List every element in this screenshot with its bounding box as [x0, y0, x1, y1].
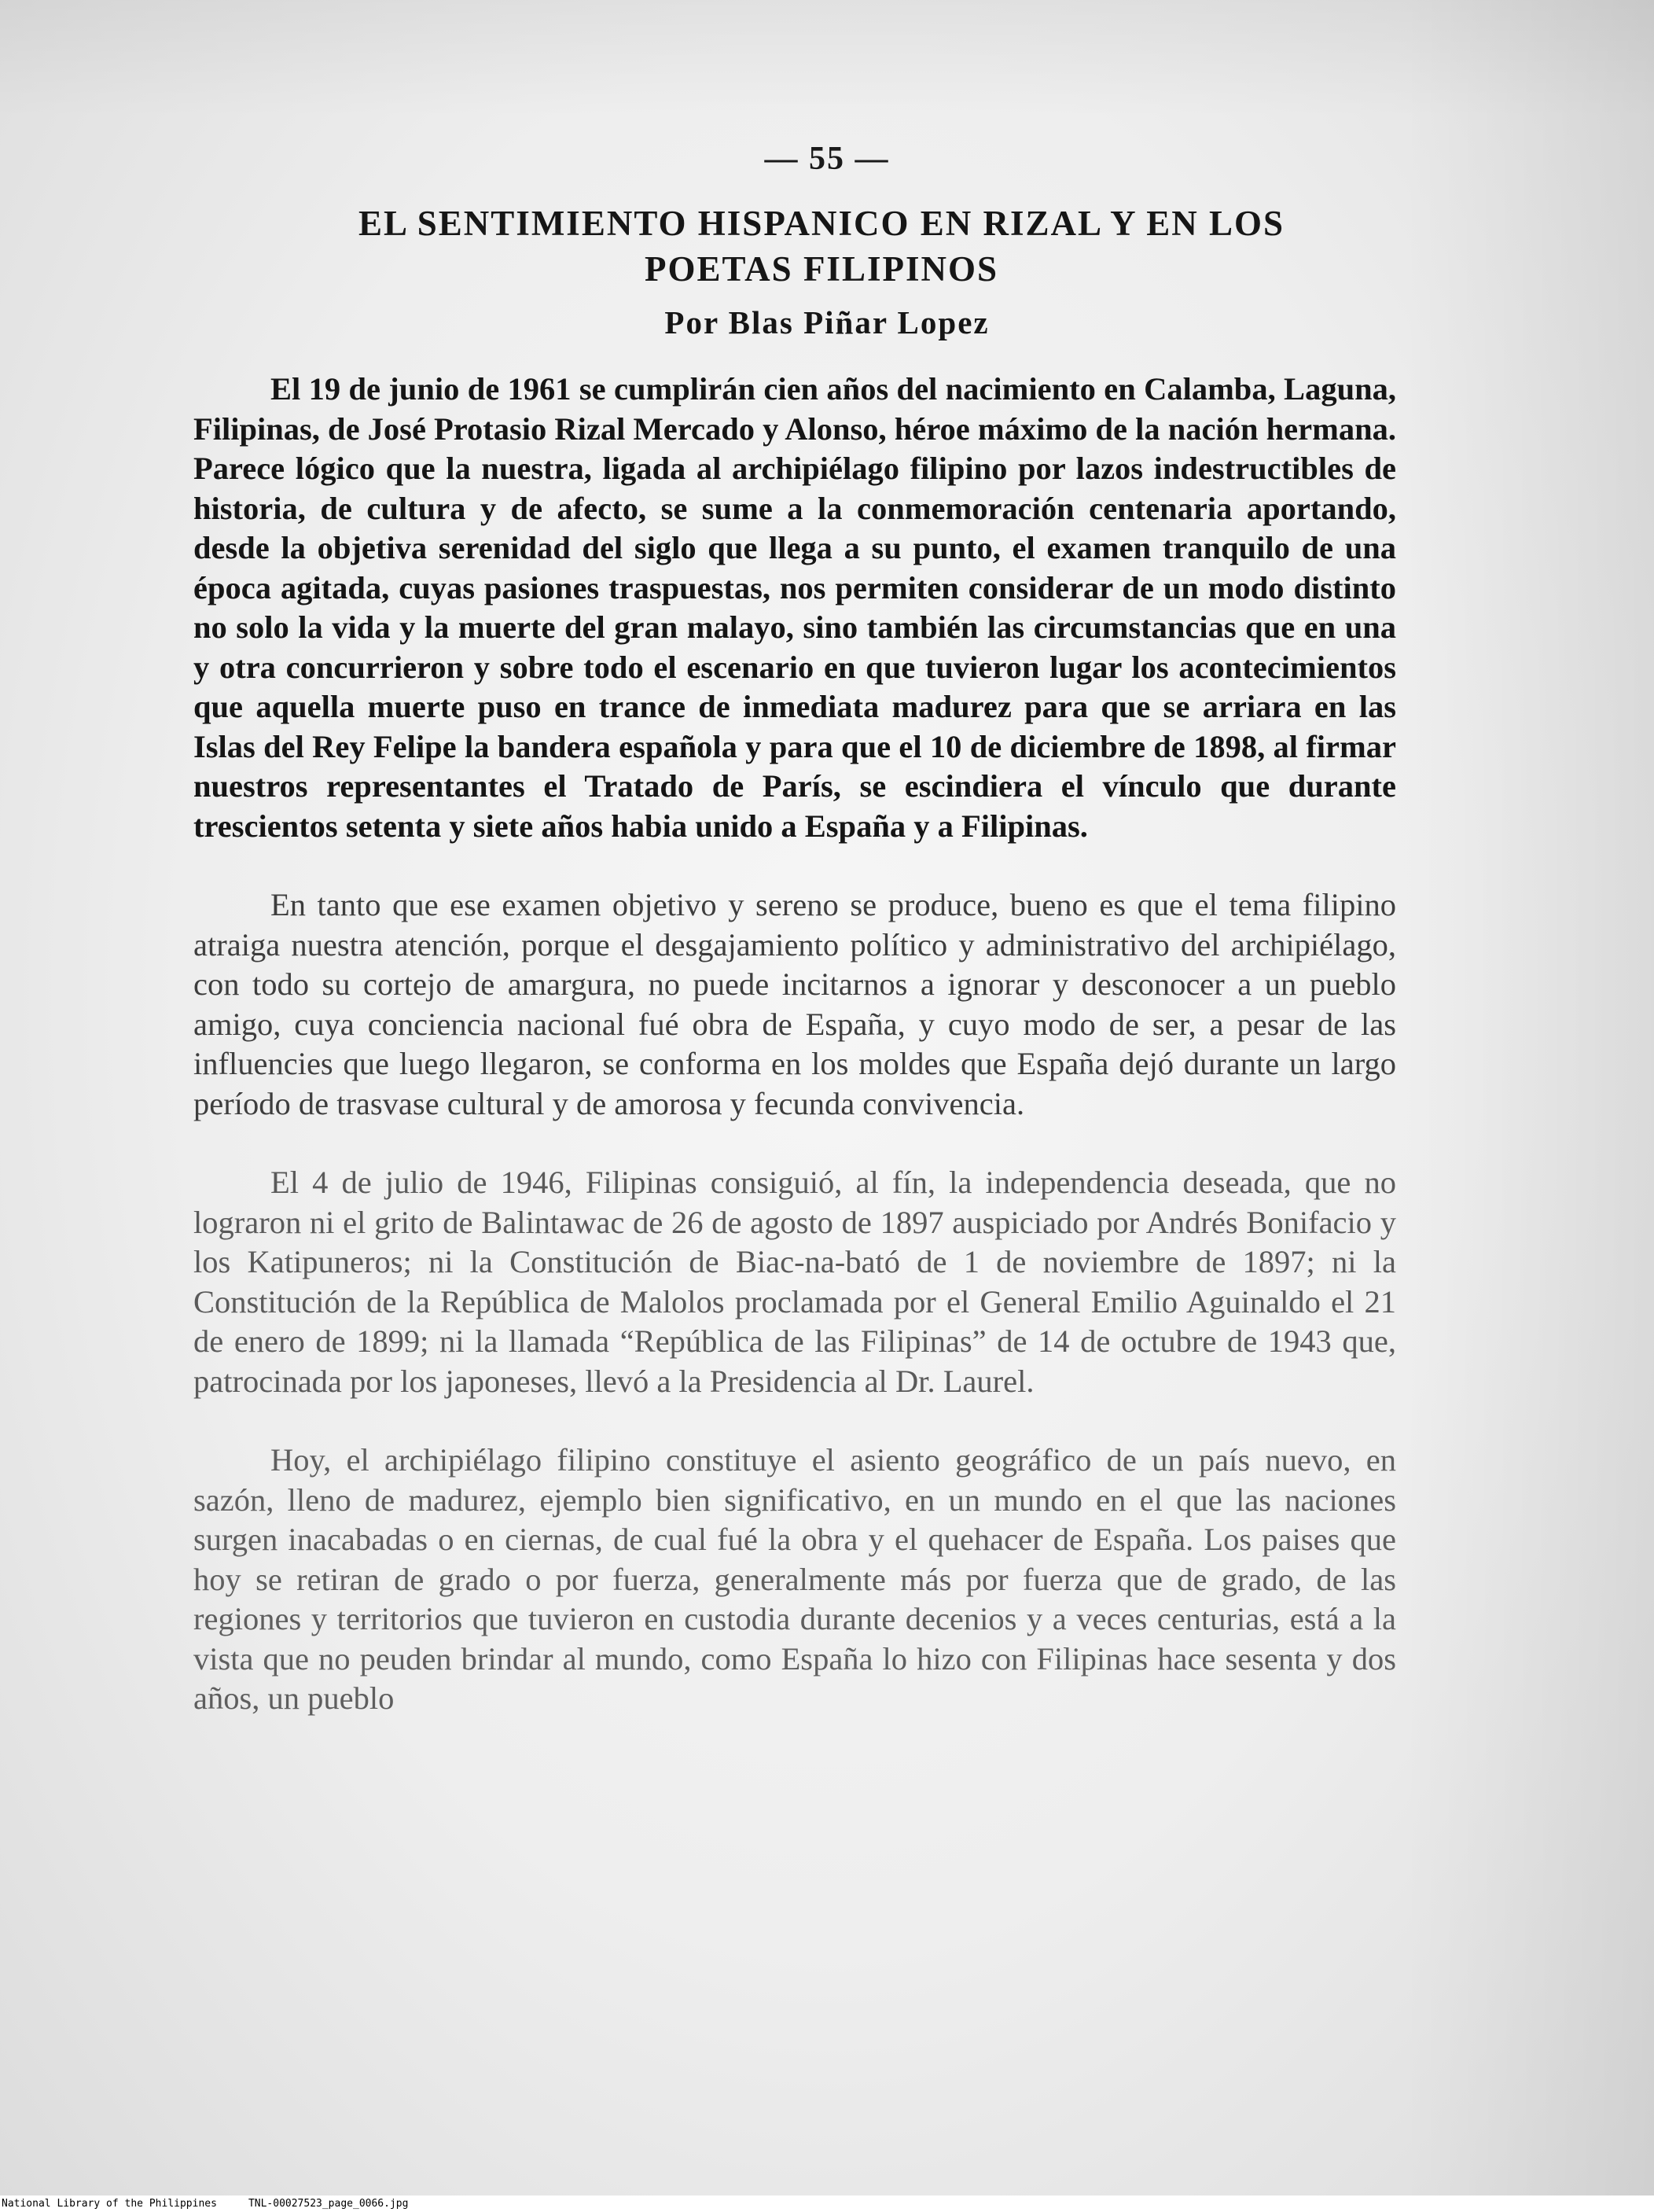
paragraph-1: El 19 de junio de 1961 se cumplirán cien años del nacimiento en Calamba, Laguna, Filipinas, de José Protasio Rizal Mercado y Alonso, héroe máximo de la nación hermana. Parece lógico que la nuestra, ligada al archipiélago filipino por lazos indestructibles de historia, de cultura y de afecto, se sume a la conmemoración centenaria aportando, desde la objetiva serenidad del siglo que llega a su punto, el examen tranquilo de una época agitada, cuyas pasiones traspuestas, nos permiten considerar de un modo distinto no solo la vida y la muerte del gran malayo, sino también las circumstancias que en una y otra concurrieron y sobre todo el escenario en que tuvieron lugar los acontecimientos que aquella muerte puso en trance de inmediata madurez para que se arriara en las Islas del Rey Felipe la bandera española y para que el 10 de diciembre de 1898, al firmar nuestros representantes el Tratado de París, se escindiera el vínculo que durante trescientos setenta y siete años habia unido a España y a Filipinas.: [193, 371, 1396, 844]
paragraph-2: En tanto que ese examen objetivo y sereno se produce, bueno es que el tema filipino atraiga nuestra atención, porque el desgajamiento político y administrativo del archipiélago, con todo su cortejo de amargura, no puede incitarnos a ignorar y desconocer a un pueblo amigo, cuya conciencia nacional fué obra de España, y cuyo modo de ser, a pesar de las influencies que luego llegaron, se conforma en los moldes que España dejó durante un largo período de trasvase cultural y de amorosa y fecunda convivencia.: [193, 887, 1396, 1121]
article-title: [236, 201, 1407, 292]
paragraph-3: El 4 de julio de 1946, Filipinas consiguió, al fín, la independencia deseada, que no lograron ni el grito de Balintawac de 26 de agosto de 1897 auspiciado por Andrés Bonifacio y los Katipuneros; ni la Constitución de Biac-na-bató de 1 de noviembre de 1897; ni la Constitución de la República de Malolos proclamada por el General Emilio Aguinaldo el 21 de enero de 1899; ni la llamada “República de las Filipinas” de 14 de octubre de 1943 que, patrocinada por los japoneses, llevó a la Presidencia al Dr. Laurel.: [193, 1165, 1396, 1399]
article-title-line-1: EL SENTIMIENTO HISPANICO EN RIZAL Y EN LOS: [358, 204, 1285, 243]
footer-source: National Library of the Philippines: [2, 2198, 217, 2210]
article-title-line-2: POETAS FILIPINOS: [644, 249, 998, 289]
page-number: — 55 —: [764, 141, 890, 177]
article-body: [193, 370, 1396, 1758]
article-author: Por Blas Piñar Lopez: [664, 304, 990, 340]
paragraph-4: Hoy, el archipiélago filipino constituye el asiento geográfico de un país nuevo, en sazón, lleno de madurez, ejemplo bien significativo, en un mundo en el que las naciones surgen inacabadas o en ciernas, de cual fué la obra y el quehacer de España. Los paises que hoy se retiran de grado o por fuerza, generalmente más por fuerza que de grado, de las regiones y territorios que tuvieron en custodia durante decenios y a veces centurias, está a la vista que no peuden brindar al mundo, como España lo hizo con Filipinas hace sesenta y dos años, un pueblo: [193, 1442, 1396, 1716]
scan-footer: [0, 2195, 1654, 2212]
footer-filename: TNL-00027523_page_0066.jpg: [248, 2198, 409, 2210]
